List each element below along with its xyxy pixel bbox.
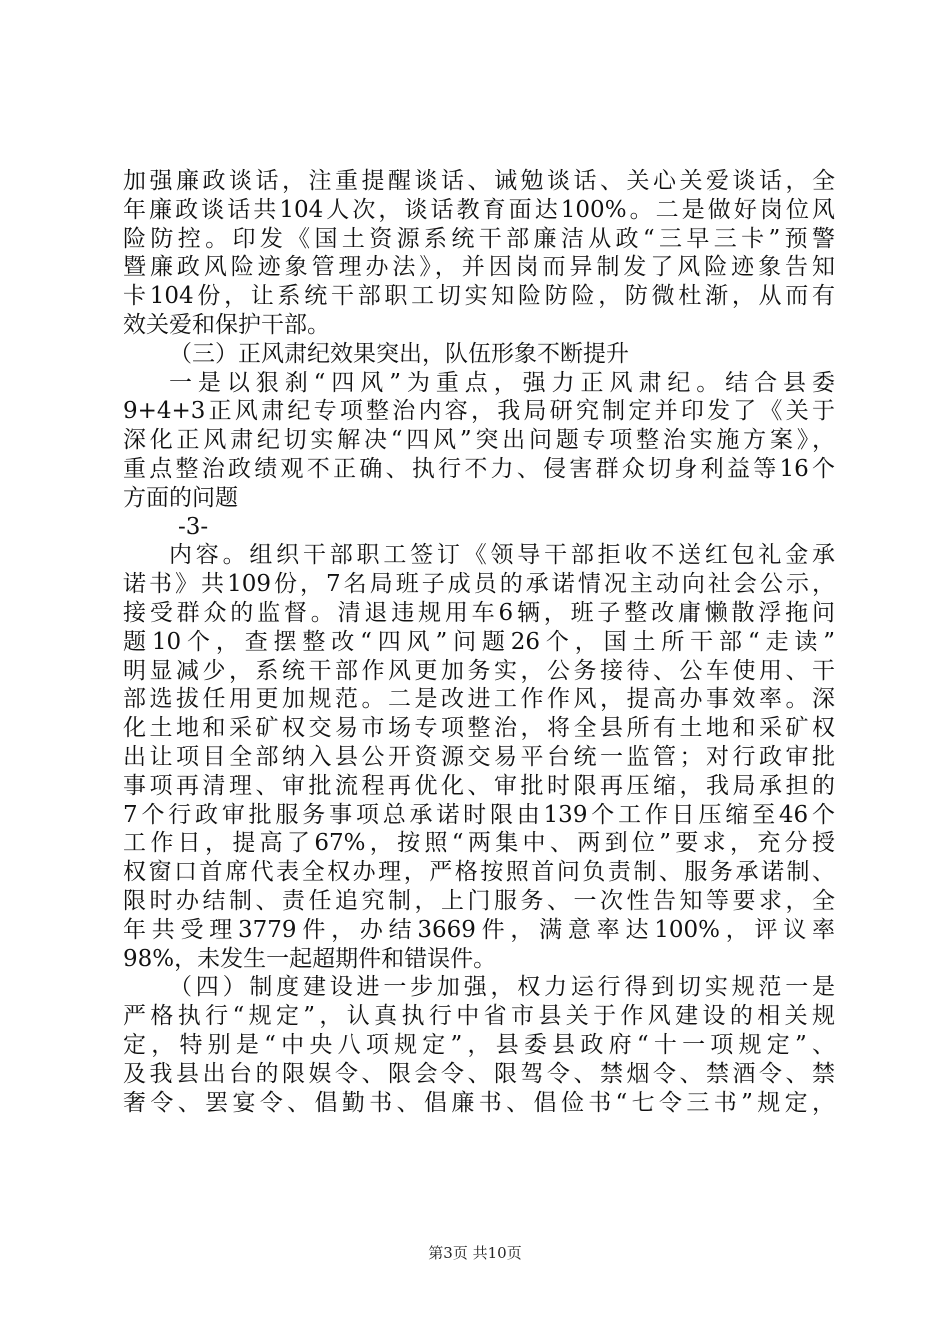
text-line: 险防控。印发《国土资源系统干部廉洁从政“三早三卡”预警 xyxy=(123,225,835,252)
text-line: 限时办结制、责任追究制，上门服务、一次性告知等要求，全 xyxy=(123,887,835,914)
section-heading: （四）制度建设进一步加强，权力运行得到切实规范一是 xyxy=(169,974,835,1001)
text-line: 化土地和采矿权交易市场专项整治，将全县所有土地和采矿权 xyxy=(123,715,835,742)
text-line: 奢令、罢宴令、倡勤书、倡廉书、倡俭书“七令三书”规定， xyxy=(123,1089,835,1116)
inline-page-number: -3- xyxy=(178,513,209,540)
text-line: 明显减少，系统干部作风更加务实，公务接待、公车使用、干 xyxy=(123,657,835,684)
text-line: 深化正风肃纪切实解决“四风”突出问题专项整治实施方案》， xyxy=(123,427,835,454)
text-line: 部选拔任用更加规范。二是改进工作作风，提高办事效率。深 xyxy=(123,686,835,713)
text-line: 98%，未发生一起超期件和错误件。 xyxy=(123,945,497,972)
text-line: 方面的问题 xyxy=(123,484,238,511)
page-number-label: 第3页 共10页 xyxy=(428,1244,522,1262)
text-line: 接受群众的监督。清退违规用车6辆，班子整改庸懒散浮拖问 xyxy=(123,599,835,626)
text-line: 出让项目全部纳入县公开资源交易平台统一监管；对行政审批 xyxy=(123,743,835,770)
text-line: 题10个，查摆整改“四风”问题26个，国土所干部“走读” xyxy=(123,628,835,655)
text-line: 工作日，提高了67%，按照“两集中、两到位”要求，充分授 xyxy=(123,830,835,857)
text-line: 7个行政审批服务事项总承诺时限由139个工作日压缩至46个 xyxy=(123,801,835,828)
text-line: 及我县出台的限娱令、限会令、限驾令、禁烟令、禁酒令、禁 xyxy=(123,1060,835,1087)
text-line: 效关爱和保护干部。 xyxy=(123,311,330,338)
text-line: 一是以狠刹“四风”为重点，强力正风肃纪。结合县委 xyxy=(169,369,835,396)
page-footer xyxy=(0,1243,950,1263)
text-line: 9+4+3正风肃纪专项整治内容，我局研究制定并印发了《关于 xyxy=(123,398,835,425)
text-line: 加强廉政谈话，注重提醒谈话、诫勉谈话、关心关爱谈话，全 xyxy=(123,168,835,194)
text-line: 内容。组织干部职工签订《领导干部拒收不送红包礼金承 xyxy=(169,542,835,569)
text-line: 事项再清理、审批流程再优化、审批时限再压缩，我局承担的 xyxy=(123,772,835,799)
text-line: 年廉政谈话共104人次，谈话教育面达100%。二是做好岗位风 xyxy=(123,196,835,223)
text-line: 重点整治政绩观不正确、执行不力、侵害群众切身利益等16个 xyxy=(123,455,835,482)
text-line: 卡104份，让系统干部职工切实知险防险，防微杜渐，从而有 xyxy=(123,283,835,310)
text-line: 严格执行“规定”，认真执行中省市县关于作风建设的相关规 xyxy=(123,1003,835,1030)
text-line: 定，特别是“中央八项规定”，县委县政府“十一项规定”、 xyxy=(123,1031,835,1058)
text-line: 年共受理3779件，办结3669件，满意率达100%，评议率 xyxy=(123,916,835,943)
text-line: 暨廉政风险迹象管理办法》，并因岗而异制发了风险迹象告知 xyxy=(123,254,835,281)
text-line: 诺书》共109份，7名局班子成员的承诺情况主动向社会公示， xyxy=(123,571,835,598)
document-body xyxy=(123,167,835,1117)
section-heading: （三）正风肃纪效果突出，队伍形象不断提升 xyxy=(169,340,629,367)
text-line: 权窗口首席代表全权办理，严格按照首问负责制、服务承诺制、 xyxy=(123,859,835,886)
